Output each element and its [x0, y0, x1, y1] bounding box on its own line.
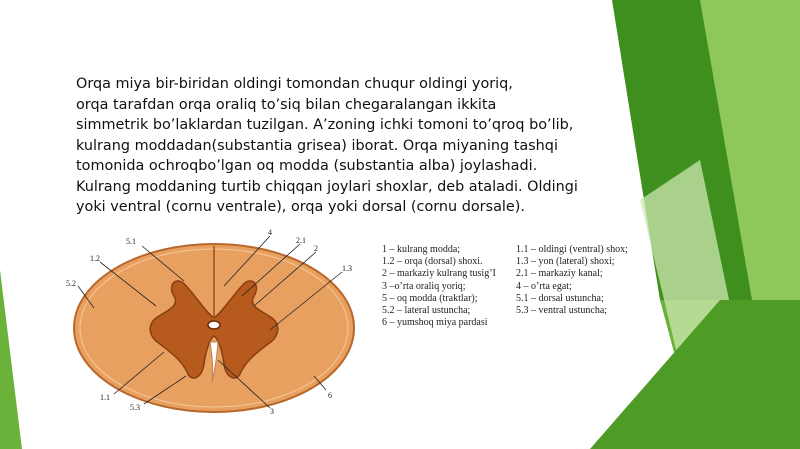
legend-item: 5.3 – ventral ustuncha;: [516, 305, 608, 317]
label-5-1: 5.1: [126, 237, 136, 246]
label-4: 4: [268, 228, 272, 237]
figure-legend-right: [516, 244, 628, 317]
legend-item: 1.1 – oldingi (ventral) shox;: [516, 244, 628, 255]
body-line: yoki ventral (cornu ventrale), orqa yoki dorsal (cornu dorsale).: [76, 199, 525, 215]
label-1-2: 1.2: [90, 254, 100, 263]
label-1-1: 1.1: [100, 393, 110, 402]
spinal-cord-cross-section-figure: [64, 226, 364, 416]
body-line: orqa tarafdan orqa oraliq to’siq bilan chegaralangan ikkita: [76, 96, 497, 113]
label-1-3: 1.3: [342, 264, 352, 273]
legend-item: 2.1 – markaziy kanal;: [516, 268, 603, 280]
legend-item: 1.3 – yon (lateral) shoxi;: [516, 256, 615, 268]
body-line: Kulrang moddaning turtib chiqqan joylari shoxlar, deb ataladi. Oldingi: [76, 178, 578, 195]
legend-item: 4 – o’rta egat;: [516, 280, 572, 292]
body-line: simmetrik bo’laklardan tuzilgan. A’zoning ichki tomoni to’qroq bo’lib,: [76, 117, 574, 133]
legend-item: 6 – yumshoq miya pardasi: [382, 317, 488, 329]
legend-item: 1.2 – orqa (dorsal) shoxi.: [382, 256, 483, 268]
label-3: 3: [270, 407, 274, 416]
legend-item: 3 –o’rta oraliq yoriq;: [382, 280, 466, 292]
slide-body-text: [76, 74, 636, 218]
legend-item: 5 – oq modda (traktlar);: [382, 292, 478, 304]
legend-item: 1 – kulrang modda;: [382, 244, 461, 255]
label-5-2: 5.2: [66, 279, 76, 288]
label-6: 6: [328, 391, 332, 400]
body-line: kulrang moddadan(substantia grisea) iborat. Orqa miyaning tashqi: [76, 137, 558, 154]
label-2: 2: [314, 244, 318, 253]
body-line: tomonida ochroqbo’lgan oq modda (substantia alba) joylashadi.: [76, 158, 538, 174]
body-line: Orqa miya bir-biridan oldingi tomondan chuqur oldingi yoriq,: [76, 76, 513, 92]
central-canal: [208, 321, 220, 329]
label-2-1: 2.1: [296, 236, 306, 245]
green-triangle-bottom-left: [0, 270, 22, 449]
legend-item: 5.2 – lateral ustuncha;: [382, 305, 471, 317]
figure-legend-left: [382, 244, 496, 329]
label-5-3: 5.3: [130, 403, 140, 412]
legend-item: 2 – markaziy kulrang tusig’I: [382, 268, 496, 280]
legend-item: 5.1 – dorsal ustuncha;: [516, 292, 604, 304]
